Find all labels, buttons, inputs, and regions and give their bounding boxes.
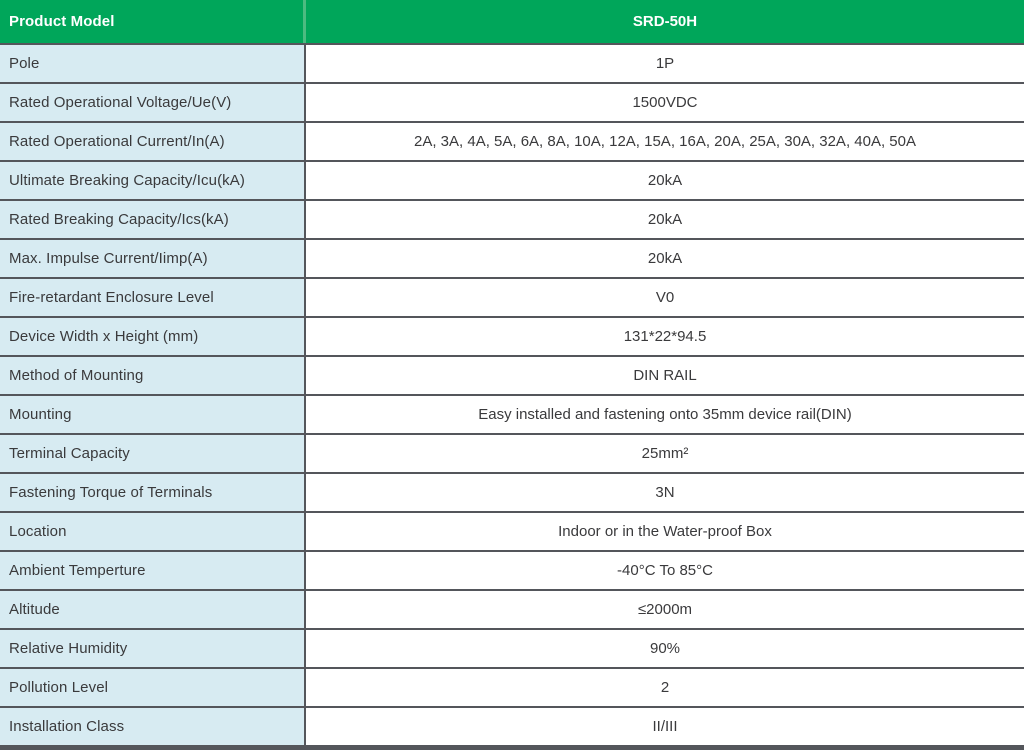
table-row — [0, 550, 1024, 589]
spec-label: Fastening Torque of Terminals — [0, 474, 306, 511]
spec-label: Rated Breaking Capacity/Ics(kA) — [0, 201, 306, 238]
table-row — [0, 277, 1024, 316]
table-row — [0, 121, 1024, 160]
table-row — [0, 511, 1024, 550]
spec-label: Relative Humidity — [0, 630, 306, 667]
table-row — [0, 628, 1024, 667]
table-row — [0, 433, 1024, 472]
spec-value: II/III — [306, 708, 1024, 745]
header-value-model-name: SRD-50H — [632, 13, 698, 30]
table-row — [0, 667, 1024, 706]
table-row — [0, 82, 1024, 121]
table-row — [0, 394, 1024, 433]
table-header-row — [0, 0, 1024, 43]
table-row — [0, 160, 1024, 199]
table-row — [0, 238, 1024, 277]
spec-label: Mounting — [0, 396, 306, 433]
spec-label: Pollution Level — [0, 669, 306, 706]
spec-label: Altitude — [0, 591, 306, 628]
table-row — [0, 43, 1024, 82]
table-row — [0, 472, 1024, 511]
spec-label: Fire-retardant Enclosure Level — [0, 279, 306, 316]
table-row — [0, 355, 1024, 394]
spec-value: 20kA — [306, 201, 1024, 238]
spec-value: Indoor or in the Water-proof Box — [306, 513, 1024, 550]
spec-value: 131*22*94.5 — [306, 318, 1024, 355]
spec-label: Ambient Temperture — [0, 552, 306, 589]
table-bottom-border — [0, 745, 1024, 750]
spec-label: Max. Impulse Current/Iimp(A) — [0, 240, 306, 277]
spec-value: 3N — [306, 474, 1024, 511]
spec-label: Pole — [0, 45, 306, 82]
header-label-product-model: Product Model — [0, 0, 306, 43]
spec-label: Terminal Capacity — [0, 435, 306, 472]
spec-value: -40°C To 85°C — [306, 552, 1024, 589]
spec-label: Location — [0, 513, 306, 550]
spec-value: DIN RAIL — [306, 357, 1024, 394]
spec-label: Rated Operational Current/In(A) — [0, 123, 306, 160]
spec-value: 1P — [306, 45, 1024, 82]
spec-label: Rated Operational Voltage/Ue(V) — [0, 84, 306, 121]
table-row — [0, 316, 1024, 355]
spec-value: Easy installed and fastening onto 35mm device rail(DIN) — [306, 396, 1024, 433]
spec-value: 90% — [306, 630, 1024, 667]
spec-value: 20kA — [306, 162, 1024, 199]
spec-value: 2A, 3A, 4A, 5A, 6A, 8A, 10A, 12A, 15A, 16A, 20A, 25A, 30A, 32A, 40A, 50A — [306, 123, 1024, 160]
spec-label: Method of Mounting — [0, 357, 306, 394]
table-row — [0, 199, 1024, 238]
spec-value: 25mm² — [306, 435, 1024, 472]
spec-value: 2 — [306, 669, 1024, 706]
spec-label: Ultimate Breaking Capacity/Icu(kA) — [0, 162, 306, 199]
table-row — [0, 589, 1024, 628]
spec-label: Device Width x Height (mm) — [0, 318, 306, 355]
table-row — [0, 706, 1024, 745]
spec-value: ≤2000m — [306, 591, 1024, 628]
spec-value: 20kA — [306, 240, 1024, 277]
spec-label: Installation Class — [0, 708, 306, 745]
spec-value: 1500VDC — [306, 84, 1024, 121]
spec-value: V0 — [306, 279, 1024, 316]
